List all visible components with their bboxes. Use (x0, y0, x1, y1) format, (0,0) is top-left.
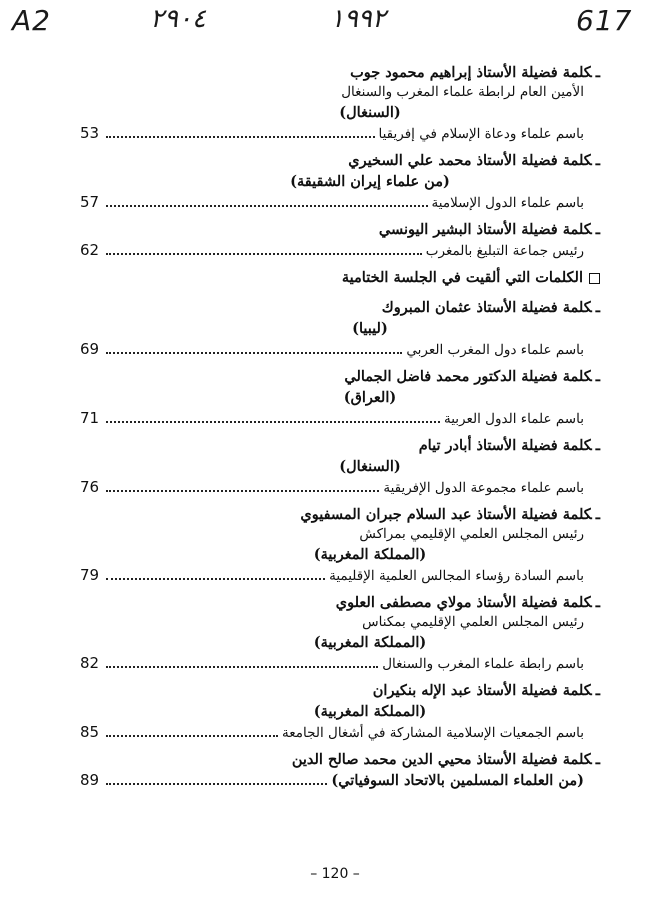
entry-country: (السنغال) (339, 104, 401, 121)
page-number: 71 (80, 409, 100, 427)
entry-page-line: (من العلماء المسلمين بالاتحاد السوفياتي) 89 (80, 771, 584, 789)
entry-title: ـكلمة فضيلة الأستاذ عبد الإله بنكيران (372, 682, 600, 699)
entry-title: ـكلمة فضيلة الدكتور محمد فاضل الجمالي (344, 368, 600, 385)
handwritten-code: ٢٩٠٤ (150, 4, 206, 34)
page-number: 62 (80, 241, 100, 259)
toc-entry (80, 366, 600, 429)
entry-page-line: باسم علماء مجموعة الدول الإفريقية 76 (80, 478, 584, 496)
entry-country: (السنغال) (339, 458, 401, 475)
entry-page-line: باسم الجمعيات الإسلامية المشاركة في أشغال الجامعة 85 (80, 723, 584, 741)
handwritten-mark-left: A2 (12, 4, 51, 37)
page-number: 53 (80, 124, 100, 142)
entry-page-line: رئيس جماعة التبليغ بالمغرب 62 (80, 241, 584, 259)
toc-entry (80, 219, 600, 261)
table-of-contents (80, 62, 600, 797)
page-number: 69 (80, 340, 100, 358)
page-number: 57 (80, 193, 100, 211)
entry-country: (ليبيا) (352, 320, 388, 337)
toc-entry (80, 62, 600, 144)
entry-page-line: باسم علماء الدول العربية 71 (80, 409, 584, 427)
entry-country: (من علماء إيران الشقيقة) (290, 173, 450, 190)
section-heading: الكلمات التي ألقيت في الجلسة الختامية (80, 267, 600, 289)
entry-subtitle: رئيس المجلس العلمي الإقليمي بمكناس (362, 614, 584, 630)
toc-entry (80, 592, 600, 674)
toc-entry (80, 435, 600, 498)
page-number: 79 (80, 566, 100, 584)
checkbox-square-icon (589, 273, 600, 284)
entry-title: ـكلمة فضيلة الأستاذ أبادر تيام (418, 437, 600, 454)
entry-title: ـكلمة فضيلة الأستاذ عبد السلام جبران المسفيوي (300, 506, 600, 523)
toc-entry (80, 150, 600, 213)
toc-entry (80, 680, 600, 743)
entry-title: ـكلمة فضيلة الأستاذ مولاي مصطفى العلوي (335, 594, 600, 611)
entry-title: ـكلمة فضيلة الأستاذ إبراهيم محمود جوب (350, 64, 600, 81)
entry-page-line: باسم علماء الدول الإسلامية 57 (80, 193, 584, 211)
entry-title: ـكلمة فضيلة الأستاذ محمد علي السخيري (348, 152, 600, 169)
entry-country: (المملكة المغربية) (313, 546, 427, 563)
toc-entry (80, 297, 600, 360)
entry-title: ـكلمة فضيلة الأستاذ البشير اليونسي (378, 221, 600, 238)
handwritten-year: ١٩٩٢ (330, 4, 386, 34)
entry-title: ـكلمة فضيلة الأستاذ محيي الدين محمد صالح الدين (291, 751, 600, 768)
page-number: 85 (80, 723, 100, 741)
entry-page-line: باسم علماء ودعاة الإسلام في إفريقيا 53 (80, 124, 584, 142)
page-number: 76 (80, 478, 100, 496)
entry-subtitle: الأمين العام لرابطة علماء المغرب والسنغال (341, 84, 584, 100)
toc-entry (80, 504, 600, 586)
entry-country: (المملكة المغربية) (313, 634, 427, 651)
entry-subtitle: رئيس المجلس العلمي الإقليمي بمراكش (359, 526, 584, 542)
page-number: 89 (80, 771, 100, 789)
handwritten-number: 617 (576, 4, 633, 37)
entry-title: ـكلمة فضيلة الأستاذ عثمان المبروك (381, 299, 600, 316)
toc-entry (80, 749, 600, 791)
entry-page-line: باسم علماء دول المغرب العربي 69 (80, 340, 584, 358)
entry-country: (المملكة المغربية) (313, 703, 427, 720)
page-footer-number: – 120 – (310, 866, 360, 882)
entry-page-line: باسم السادة رؤساء المجالس العلمية الإقليمية 79 (80, 566, 584, 584)
entry-page-line: باسم رابطة علماء المغرب والسنغال 82 (80, 654, 584, 672)
entry-country: (العراق) (343, 389, 397, 406)
page-number: 82 (80, 654, 100, 672)
